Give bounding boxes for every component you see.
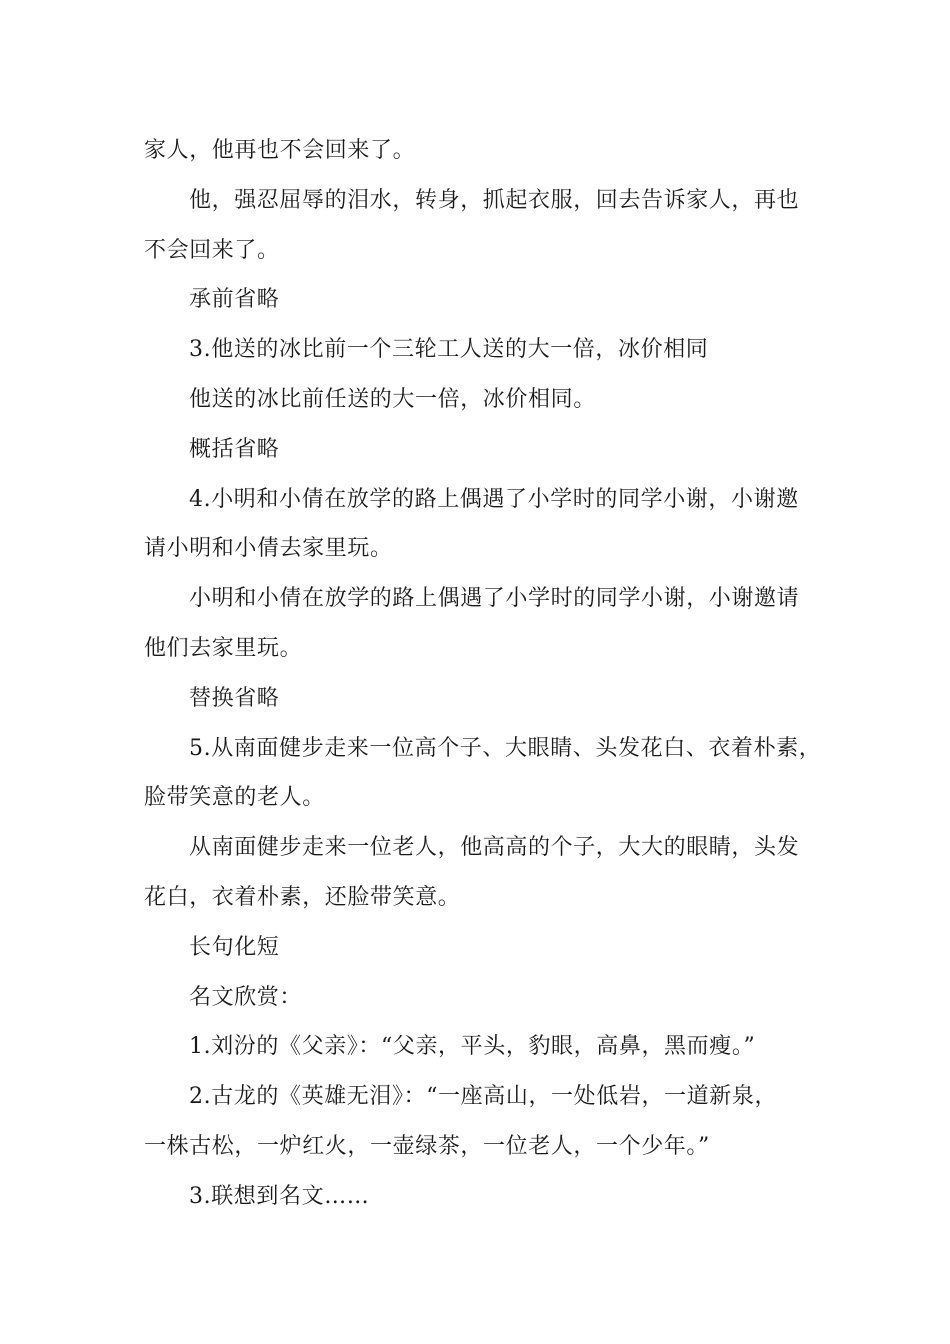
text-line: 一株古松，一炉红火，一壶绿茶，一位老人，一个少年。” [144, 1133, 710, 1159]
text-line: 3.联想到名文…… [189, 1183, 370, 1209]
text-line: 5.从南面健步走来一位高个子、大眼睛、头发花白、衣着朴素， [189, 735, 822, 761]
text-line: 花白，衣着朴素，还脸带笑意。 [144, 884, 461, 910]
text-line: 长句化短 [189, 934, 280, 960]
text-line: 4.小明和小倩在放学的路上偶遇了小学时的同学小谢，小谢邀 [189, 486, 799, 512]
text-line: 他，强忍屈辱的泪水，转身，抓起衣服，回去告诉家人，再也 [189, 187, 800, 213]
text-line: 概括省略 [189, 436, 280, 462]
text-line: 请小明和小倩去家里玩。 [144, 536, 393, 562]
text-line: 脸带笑意的老人。 [144, 785, 325, 811]
text-line: 不会回来了。 [144, 237, 280, 263]
text-line: 2.古龙的《英雄无泪》：“一座高山，一处低岩，一道新泉， [189, 1084, 778, 1110]
text-line: 3.他送的冰比前一个三轮工人送的大一倍，冰价相同 [189, 337, 709, 363]
text-line: 承前省略 [189, 287, 280, 313]
text-line: 替换省略 [189, 685, 280, 711]
text-line: 小明和小倩在放学的路上偶遇了小学时的同学小谢，小谢邀请 [189, 586, 800, 612]
text-line: 从南面健步走来一位老人，他高高的个子，大大的眼睛，头发 [189, 835, 800, 861]
text-line: 他们去家里玩。 [144, 635, 303, 661]
text-line: 名文欣赏： [189, 984, 303, 1010]
text-line: 他送的冰比前任送的大一倍，冰价相同。 [189, 386, 596, 412]
text-line: 家人，他再也不会回来了。 [144, 138, 416, 163]
text-line: 1.刘汾的《父亲》：“父亲，平头，豹眼，高鼻，黑而瘦。” [189, 1034, 756, 1060]
